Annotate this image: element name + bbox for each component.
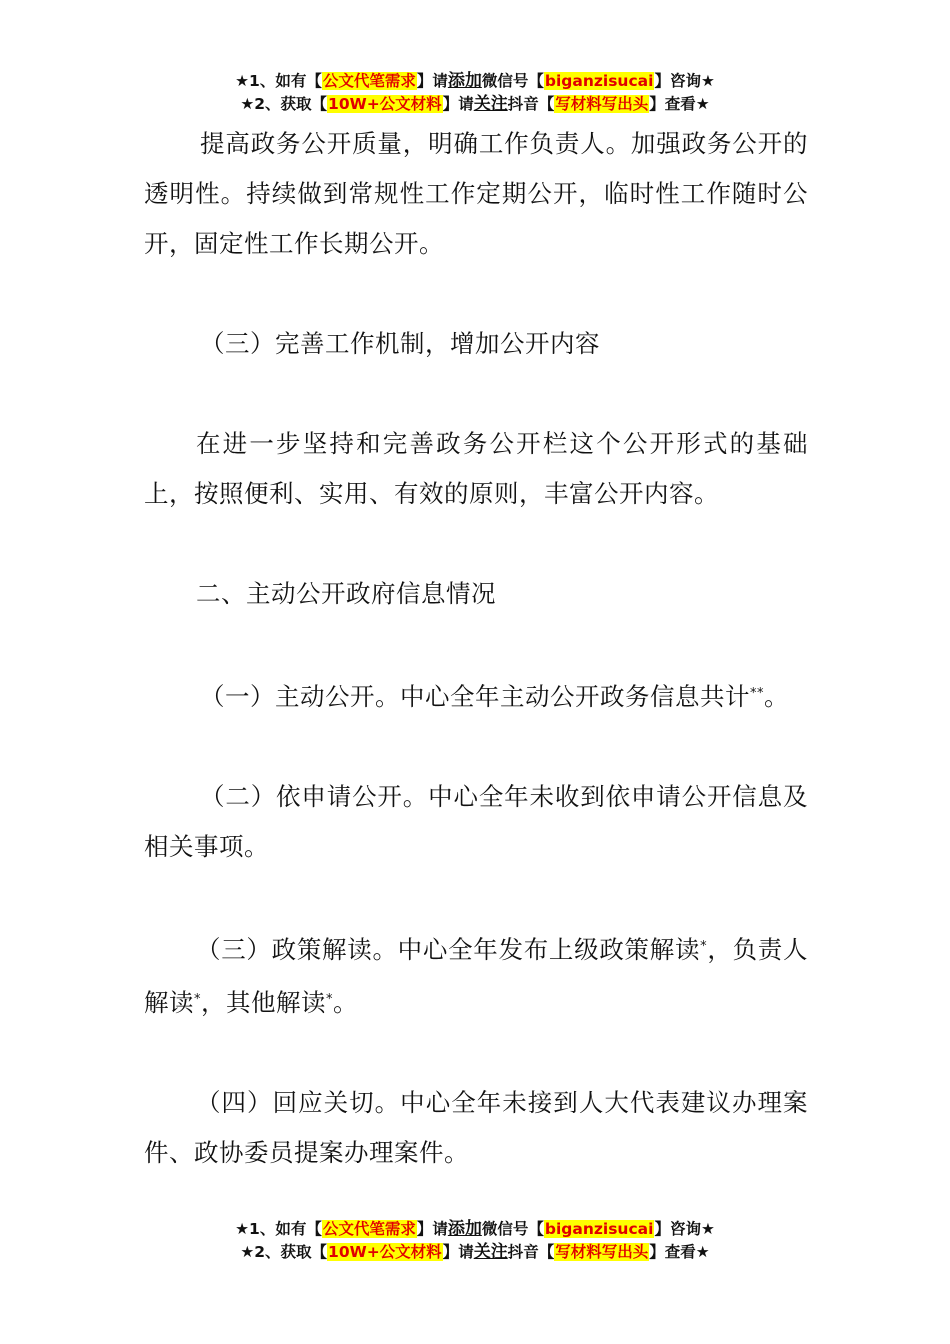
highlight-wechat-id: biganzisucai (544, 72, 654, 90)
highlight-service: 公文代笔需求 (322, 72, 416, 90)
document-body (144, 119, 808, 1178)
highlight-douyin-account: 写材料写出头 (555, 1243, 649, 1261)
highlight-service: 公文代笔需求 (322, 1220, 416, 1238)
banner-line-1: ★1、如有【公文代笔需求】请添加微信号【biganzisucai】咨询★ (235, 1219, 715, 1239)
underlined-add: 添加 (447, 71, 482, 91)
highlight-wechat-id: biganzisucai (544, 1220, 654, 1238)
highlight-materials: 10W+公文材料 (328, 95, 442, 113)
paragraph-transparency: 提高政务公开质量，明确工作负责人。加强政务公开的透明性。持续做到常规性工作定期公开，临时性工作随时公开，固定性工作长期公开。 (144, 129, 808, 258)
header-banner (0, 70, 950, 116)
underlined-add: 添加 (447, 1219, 482, 1239)
highlight-materials: 10W+公文材料 (328, 1243, 442, 1261)
underlined-follow: 关注 (473, 94, 508, 114)
paragraph-on-request: （二）依申请公开。中心全年未收到依申请公开信息及相关事项。 (144, 782, 808, 861)
paragraph-active-disclosure: （一）主动公开。中心全年主动公开政务信息共计**。 (200, 682, 789, 711)
paragraph-content: 在进一步坚持和完善政务公开栏这个公开形式的基础上，按照便利、实用、有效的原则，丰富公开内容。 (144, 429, 808, 508)
paragraph-policy-interpretation: （三）政策解读。中心全年发布上级政策解读*，负责人解读*，其他解读*。 (144, 935, 809, 1017)
footer-banner (0, 1218, 950, 1264)
banner-line-2: ★2、获取【10W+公文材料】请关注抖音【写材料写出头】查看★ (240, 1242, 710, 1262)
section-heading-2: 二、主动公开政府信息情况 (196, 579, 496, 608)
banner-line-1: ★1、如有【公文代笔需求】请添加微信号【biganzisucai】咨询★ (235, 71, 715, 91)
banner-line-2: ★2、获取【10W+公文材料】请关注抖音【写材料写出头】查看★ (240, 94, 710, 114)
underlined-follow: 关注 (473, 1242, 508, 1262)
highlight-douyin-account: 写材料写出头 (555, 95, 649, 113)
paragraph-response: （四）回应关切。中心全年未接到人大代表建议办理案件、政协委员提案办理案件。 (144, 1088, 808, 1167)
heading-mechanism: （三）完善工作机制，增加公开内容 (200, 329, 600, 358)
